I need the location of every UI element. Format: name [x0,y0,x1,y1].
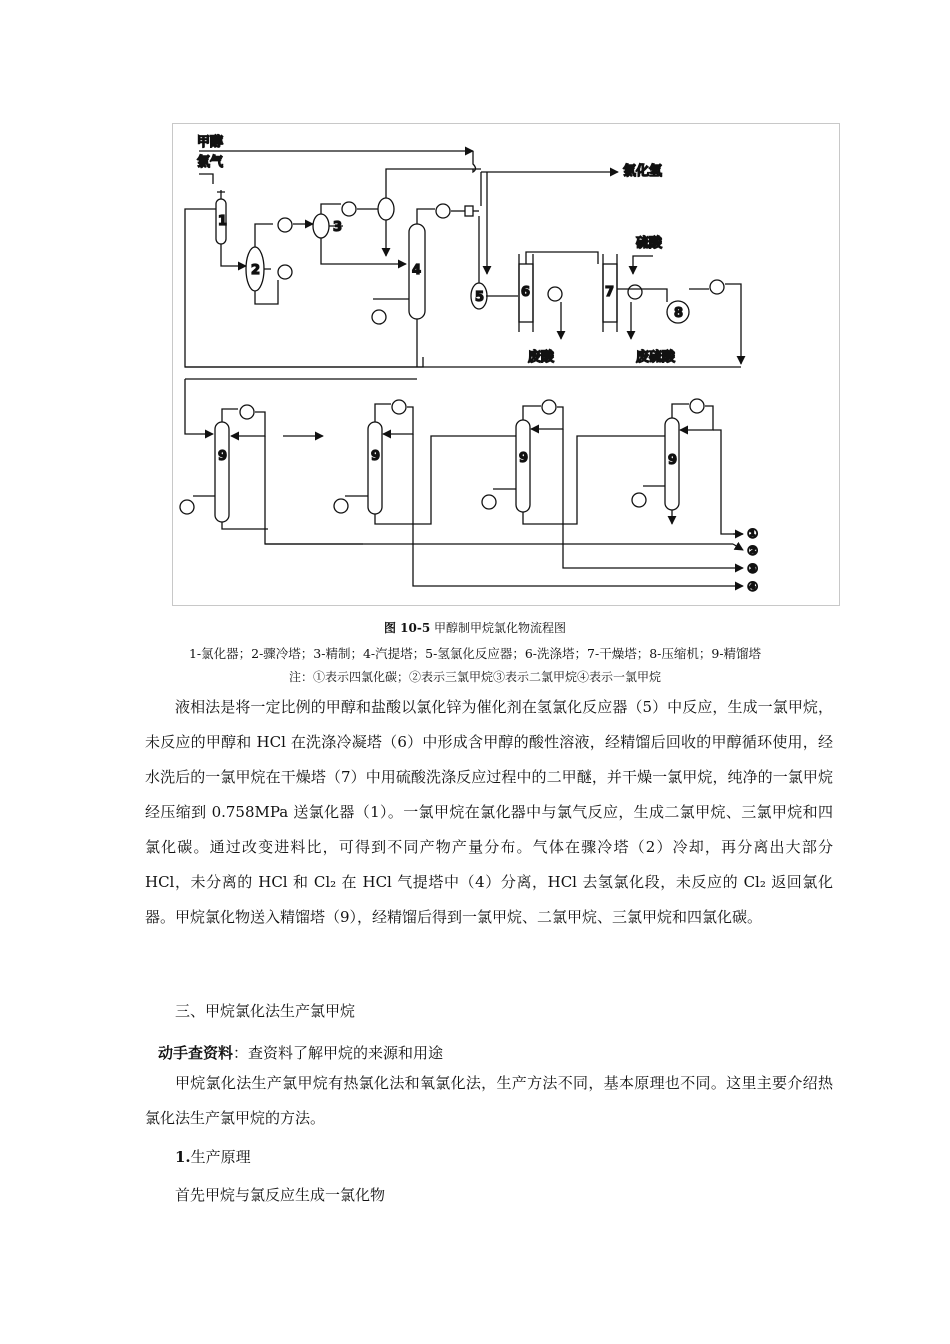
reboiler-icon [482,495,496,509]
reboiler-icon [632,493,646,507]
cooler-icon [240,405,254,419]
label-waste-sulfuric-acid: 废硫酸 [636,350,676,365]
cooler-icon [278,218,292,232]
cooler-icon [436,204,450,218]
unit-3-refiner [313,214,329,238]
process-flow-diagram [172,123,840,606]
label-hydrogen-chloride: 氯化氢 [623,164,663,179]
svg-text:6: 6 [521,285,531,300]
svg-text:4: 4 [412,263,422,278]
output-2-label: ② [747,544,759,559]
svg-text:9: 9 [218,449,228,464]
svg-text:3: 3 [333,220,343,235]
handson-line [158,1042,443,1063]
svg-text:9: 9 [668,453,678,468]
cooler-icon [710,280,724,294]
section-heading: 三、甲烷氯化法生产氯甲烷 [175,1002,356,1020]
handson-label: 动手查资料 [158,1044,234,1062]
paragraph-text: 液相法是将一定比例的甲醇和盐酸以氯化锌为催化剂在氢氯化反应器（5）中反应，生成一氯甲烷，未反应的甲醇和 HCl 在洗涤冷凝塔（6）中形成含甲醇的酸性溶液，经精馏后回收的甲醇循环使用，经水洗后的一氯甲烷在干燥塔（7）中用硫酸洗涤反应过程中的二甲醚，并干燥一氯甲烷，纯净的一氯甲烷经压缩到 0.758MPa 送氯化器（1）。一氯甲烷在氯化器中与氯气反应，生成二氯甲烷、三氯甲烷和四氯化碳。通过改变进料比，可得到不同产物产量分布。气体在骤冷塔（2）冷却，再分离出大部分 HCl，未分离的 HCl 和 Cl₂ 在 HCl 气提塔中（4）分离，HCl 去氢氯化段，未反应的 Cl₂ 返回氯化器。甲烷氯化物送入精馏塔（9），经精馏后得到一氯甲烷、二氯甲烷、三氯甲烷和四氯化碳。 [145,698,833,926]
svg-text:7: 7 [605,285,615,300]
figure-note: 注：①表示四氯化碳；②表示三氯甲烷③表示二氯甲烷④表示一氯甲烷 [288,670,661,684]
output-3-label: ③ [747,562,759,577]
svg-text:1: 1 [218,214,228,229]
svg-text:2: 2 [251,263,261,278]
svg-text:5: 5 [475,290,485,305]
cooler-icon [392,400,406,414]
cooler-icon [548,287,562,301]
reboiler-icon [372,310,386,324]
chlorine-feed-line [199,174,213,184]
output-1-label: ① [747,527,759,542]
unit-9-column-3 [516,420,530,512]
body-paragraph-1 [145,690,833,935]
svg-text:9: 9 [371,449,381,464]
reboiler-icon [180,500,194,514]
paragraph-text: 甲烷氯化法生产氯甲烷有热氯化法和氧氯化法，生产方法不同，基本原理也不同。这里主要介绍热氯化法生产氯甲烷的方法。 [145,1074,833,1127]
cooler-icon [690,399,704,413]
body-paragraph-2 [145,1066,833,1136]
handson-text: ：查资料了解甲烷的来源和用途 [233,1044,444,1062]
last-line: 首先甲烷与氯反应生成一氯化物 [175,1186,386,1204]
cooler-icon [628,285,642,299]
sub-heading [175,1146,251,1167]
sub-heading-number: 1. [175,1148,191,1166]
label-chlorine: 氯气 [197,155,224,170]
figure-legend: 1-氯化器；2-骤冷塔；3-精制；4-汽提塔；5-氢氯化反应器；6-洗涤塔；7-干燥塔；8-压缩机；9-精馏塔 [188,646,762,661]
cooler-icon [278,265,292,279]
figure-title: 甲醇制甲烷氯化物流程图 [434,621,567,635]
cooler-icon [542,400,556,414]
figure-number: 图 10-5 [383,621,431,635]
cooler-icon [342,202,356,216]
sub-heading-text: 生产原理 [190,1148,251,1166]
reboiler-icon [334,499,348,513]
svg-text:9: 9 [519,451,529,466]
unit-9-column-2 [368,422,382,514]
label-sulfuric-acid: 硫酸 [636,236,663,251]
output-4-label: ④ [747,580,759,595]
svg-text:8: 8 [674,306,684,321]
figure-caption [0,619,950,636]
flow-diagram-svg [173,124,839,605]
unit-9-column-1 [215,422,229,522]
separator-drum [378,198,394,220]
label-methanol: 甲醇 [197,135,224,150]
label-waste-acid: 废酸 [528,350,555,365]
